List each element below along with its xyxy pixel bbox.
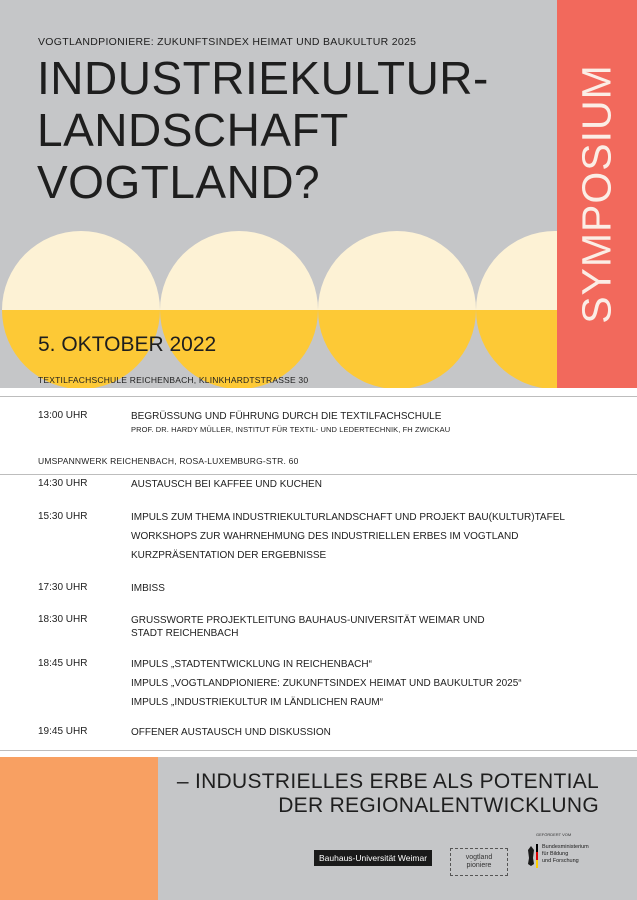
decorative-circle — [318, 231, 476, 388]
schedule-subline: PROF. DR. HARDY MÜLLER, INSTITUT FÜR TEXTIL- UND LEDERTECHNIK, FH ZWICKAU — [131, 425, 451, 434]
logo-line: pioniere — [466, 862, 492, 869]
symposium-label: SYMPOSIUM — [573, 64, 620, 324]
schedule-line: STADT REICHENBACH — [131, 628, 239, 639]
schedule-line: IMBISS — [131, 583, 165, 594]
decorative-circle — [476, 231, 557, 388]
title-line: INDUSTRIEKULTUR- — [37, 52, 489, 104]
schedule-entry — [131, 410, 450, 436]
schedule-time: 15:30 UHR — [38, 511, 88, 522]
schedule-line: AUSTAUSCH BEI KAFFEE UND KUCHEN — [131, 479, 322, 490]
bmbf-supported-label: GEFÖRDERT VOM — [536, 832, 572, 837]
bmbf-logo — [528, 832, 608, 882]
schedule-time: 13:00 UHR — [38, 410, 88, 421]
schedule-entry — [131, 582, 165, 595]
decorative-circle — [2, 231, 160, 388]
tagline-line: – INDUSTRIELLES ERBE ALS POTENTIAL — [176, 770, 599, 793]
footer-accent-block — [0, 757, 158, 900]
eyebrow-text: VOGTLANDPIONIERE: ZUKUNFTSINDEX HEIMAT UND BAUKULTUR 2025 — [38, 36, 417, 48]
schedule-line: IMPULS „INDUSTRIEKULTUR IM LÄNDLICHEN RAUM“ — [131, 697, 384, 708]
schedule-entry — [131, 658, 522, 709]
footer-panel — [158, 757, 637, 900]
divider — [0, 396, 637, 397]
tagline-line: DER REGIONALENTWICKLUNG — [278, 794, 599, 817]
schedule-entry — [131, 478, 322, 491]
schedule-time: 19:45 UHR — [38, 726, 88, 737]
title-line: LANDSCHAFT — [37, 104, 349, 156]
schedule-line: IMPULS „VOGTLANDPIONIERE: ZUKUNFTSINDEX HEIMAT UND BAUKULTUR 2025“ — [131, 678, 522, 689]
venue-label: UMSPANNWERK REICHENBACH, ROSA-LUXEMBURG-STR. 60 — [38, 456, 299, 466]
vogtlandpioniere-logo — [450, 848, 508, 876]
tagline — [177, 770, 599, 818]
schedule-line: KURZPRÄSENTATION DER ERGEBNISSE — [131, 550, 327, 561]
symposium-band — [557, 0, 637, 388]
eagle-icon — [528, 844, 534, 868]
schedule-line: IMPULS „STADTENTWICKLUNG IN REICHENBACH“ — [131, 659, 372, 670]
schedule-line: BEGRÜSSUNG UND FÜHRUNG DURCH DIE TEXTILFACHSCHULE — [131, 411, 442, 422]
schedule-entry — [131, 511, 565, 562]
schedule-entry — [131, 614, 485, 640]
divider — [0, 750, 637, 751]
event-date: 5. OKTOBER 2022 — [38, 333, 217, 356]
flag-stripe — [536, 844, 538, 868]
schedule-time: 14:30 UHR — [38, 478, 88, 489]
schedule-line: WORKSHOPS ZUR WAHRNEHMUNG DES INDUSTRIELLEN ERBES IM VOGTLAND — [131, 531, 519, 542]
schedule-line: GRUSSWORTE PROJEKTLEITUNG BAUHAUS-UNIVERSITÄT WEIMAR UND — [131, 615, 485, 626]
schedule-time: 17:30 UHR — [38, 582, 88, 593]
schedule-line: OFFENER AUSTAUSCH UND DISKUSSION — [131, 727, 331, 738]
logo-line: vogtland — [465, 854, 493, 861]
schedule-entry — [131, 726, 331, 739]
page-title — [37, 52, 489, 208]
title-line: VOGTLAND? — [37, 156, 321, 208]
decorative-circle — [160, 231, 318, 388]
schedule-time: 18:30 UHR — [38, 614, 88, 625]
bmbf-name: Bundesministerium für Bildung und Forschung — [542, 844, 589, 864]
bauhaus-logo: Bauhaus-Universität Weimar — [314, 850, 432, 866]
schedule-line: IMPULS ZUM THEMA INDUSTRIEKULTURLANDSCHAFT UND PROJEKT BAU(KULTUR)TAFEL — [131, 512, 565, 523]
venue-label: TEXTILFACHSCHULE REICHENBACH, KLINKHARDTSTRASSE 30 — [38, 375, 309, 385]
divider — [0, 474, 637, 475]
schedule-time: 18:45 UHR — [38, 658, 88, 669]
